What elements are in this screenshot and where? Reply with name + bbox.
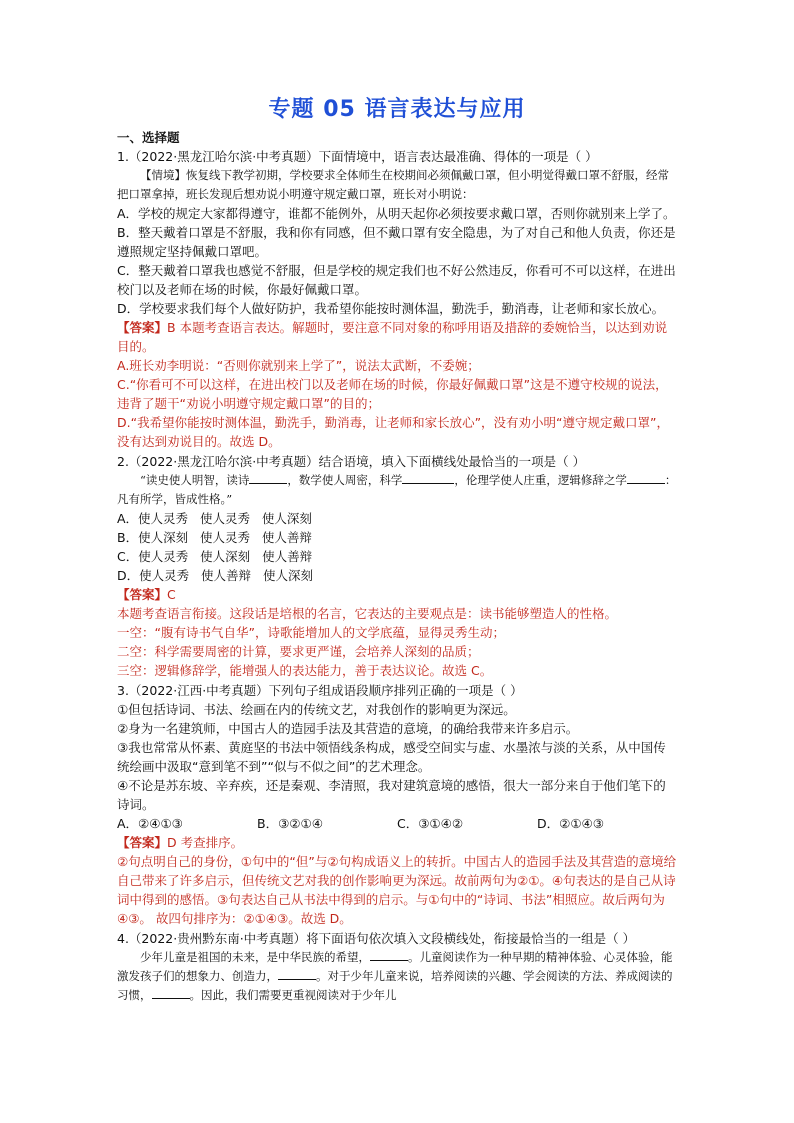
question-2-option-b: B．使人深刻 使人灵秀 使人善辩 [117, 530, 312, 545]
question-1-answer [117, 318, 677, 356]
question-2-stem: 2.（2022·黑龙江哈尔滨·中考真题）结合语境，填入下面横线处最恰当的一项是（ ） [117, 454, 586, 469]
passage-part: 。儿童阅读作为一种早期的精神体验、心灵体验，能激发孩子们的想象力、创造力， [117, 950, 673, 983]
quote-part: ，数学使人周密，科学 [287, 473, 403, 487]
question-2-answer [117, 585, 677, 604]
answer-tag: 【答案】 [117, 320, 168, 335]
question-3-sentence-3: ③我也常常从怀素、黄庭坚的书法中领悟线条构成，感受空间实与虚、水墨浓与淡的关系，从中国传统绘画中汲取“意到笔不到”“似与不似之间”的艺术理念。 [117, 740, 666, 774]
question-2-explanation: 本题考查语言衔接。这段话是培根的名言，它表达的主要观点是：读书能够塑造人的性格。 [117, 606, 618, 621]
section-heading: 一、选择题 [117, 130, 180, 145]
passage-part: 少年儿童是祖国的未来，是中华民族的希望， [140, 950, 370, 964]
question-3-sentence-1: ①但包括诗词、书法、绘画在内的传统文艺，对我创作的影响更为深远。 [117, 702, 516, 717]
question-3-option-c: C．③①④② [397, 816, 464, 831]
answer-tag: 【答案】 [117, 835, 168, 850]
blank-line [402, 471, 454, 484]
question-3-sentence-2: ②身为一名建筑师，中国古人的造园手法及其营造的意境，的确给我带来许多启示。 [117, 721, 579, 736]
answer-tag: 【答案】 [117, 587, 168, 602]
question-3-option-b: B．③②①④ [257, 816, 323, 831]
question-2-option-d: D．使人灵秀 使人善辩 使人深刻 [117, 568, 313, 583]
question-2-explanation-blank-1: 一空：“腹有诗书气自华”，诗歌能增加人的文学底蕴，显得灵秀生动； [117, 625, 505, 640]
question-1-option-b: B．整天戴着口罩是不舒服，我和你有同感，但不戴口罩有安全隐患，为了对自己和他人负责，你还是遵照规定坚持佩戴口罩吧。 [117, 225, 676, 259]
blank-line [152, 986, 190, 999]
passage-part: 。因此，我们需要更重视阅读对于少年儿 [189, 988, 397, 1002]
quote-part: ，伦理学使人庄重，逻辑修辞之学 [454, 473, 627, 487]
question-1-explanation-d: D.“我希望你能按时测体温，勤洗手，勤消毒，让老师和家长放心”，没有劝小明“遵守规定戴口罩”，没有达到劝说目的。故选 D。 [117, 415, 670, 449]
question-1-explanation-c: C.“你看可不可以这样，在进出校门以及老师在场的时候，你最好佩戴口罩”这是不遵守校规的说法，违背了题干“劝说小明遵守规定戴口罩”的目的； [117, 377, 668, 411]
question-1-option-a: A．学校的规定大家都得遵守，谁都不能例外，从明天起你必须按要求戴口罩，否则你就别来上学了。 [117, 206, 676, 221]
question-2-explanation-blank-2: 二空：科学需要周密的计算，要求更严谨，会培养人深刻的品质； [117, 644, 480, 659]
question-4-passage [117, 948, 677, 1005]
question-3-stem: 3.（2022·江西·中考真题）下列句子组成语段顺序排列正确的一项是（ ） [117, 683, 523, 698]
question-2-quote [117, 471, 677, 509]
quote-part: ：凡有所学，皆成性格。” [117, 473, 677, 506]
question-1-option-c: C．整天戴着口罩我也感觉不舒服，但是学校的规定我们也不好公然违反，你看可不可以这样，在进出校门以及老师在场的时候，你最好佩戴口罩。 [117, 263, 676, 297]
question-1-option-d: D．学校要求我们每个人做好防护，我希望你能按时测体温，勤洗手，勤消毒，让老师和家长放心。 [117, 301, 665, 316]
question-2-option-a: A．使人灵秀 使人灵秀 使人深刻 [117, 511, 312, 526]
question-3-option-d: D．②①④③ [537, 816, 604, 831]
question-1-context: 【情境】恢复线下教学初期，学校要求全体师生在校期间必须佩戴口罩，但小明觉得戴口罩不舒服，经常把口罩拿掉，班长发现后想劝说小明遵守规定戴口罩，班长对小明说： [117, 168, 669, 201]
question-3-options [117, 814, 677, 833]
blank-line [370, 948, 408, 961]
question-2-explanation-blank-3: 三空：逻辑修辞学，能增强人的表达能力，善于表达议论。故选 C。 [117, 663, 493, 678]
answer-text: D 考查排序。 [167, 835, 244, 850]
passage-part: 。对于少年儿童来说，培养阅读的兴趣、学会阅读的方法、养成阅读的习惯， [117, 969, 673, 1002]
question-1-stem: 1.（2022·黑龙江哈尔滨·中考真题）下面情境中，语言表达最准确、得体的一项是（ ） [117, 149, 598, 164]
question-3-option-a: A．②④①③ [117, 816, 183, 831]
answer-text: C [167, 587, 176, 602]
blank-line [249, 471, 287, 484]
blank-line [278, 967, 316, 980]
question-2-option-c: C．使人灵秀 使人深刻 使人善辩 [117, 549, 313, 564]
answer-text: B 本题考查语言表达。解题时，要注意不同对象的称呼用语及措辞的委婉恰当，以达到劝说目的。 [117, 320, 668, 354]
question-3-sentence-4: ④不论是苏东坡、辛弃疾，还是秦观、李清照，我对建筑意境的感悟，很大一部分来自于他们笔下的诗词。 [117, 778, 666, 812]
question-4-stem: 4.（2022·贵州黔东南·中考真题）将下面语句依次填入文段横线处，衔接最恰当的一组是（ ） [117, 931, 636, 946]
page-title: 专题 05 语言表达与应用 [268, 97, 526, 122]
blank-line [627, 471, 665, 484]
document-page [117, 92, 677, 1005]
question-3-answer [117, 833, 677, 852]
quote-part: “读史使人明智，读诗 [140, 473, 250, 487]
question-3-explanation: ②句点明自己的身份，①句中的“但”与②句构成语义上的转折。中国古人的造园手法及其营造的意境给自己带来了许多启示，但传统文艺对我的创作影响更为深远。故前两句为②①。④句表达的是自己从诗词中得到的感悟。③句表达自己从书法中得到的启示。与①句中的“诗词、书法”相照应。故后两句为④③。 故四句排序为：②①④③。故选 D。 [117, 854, 677, 926]
question-1-explanation-a: A.班长劝李明说：“否则你就别来上学了”，说法太武断，不委婉； [117, 358, 480, 373]
